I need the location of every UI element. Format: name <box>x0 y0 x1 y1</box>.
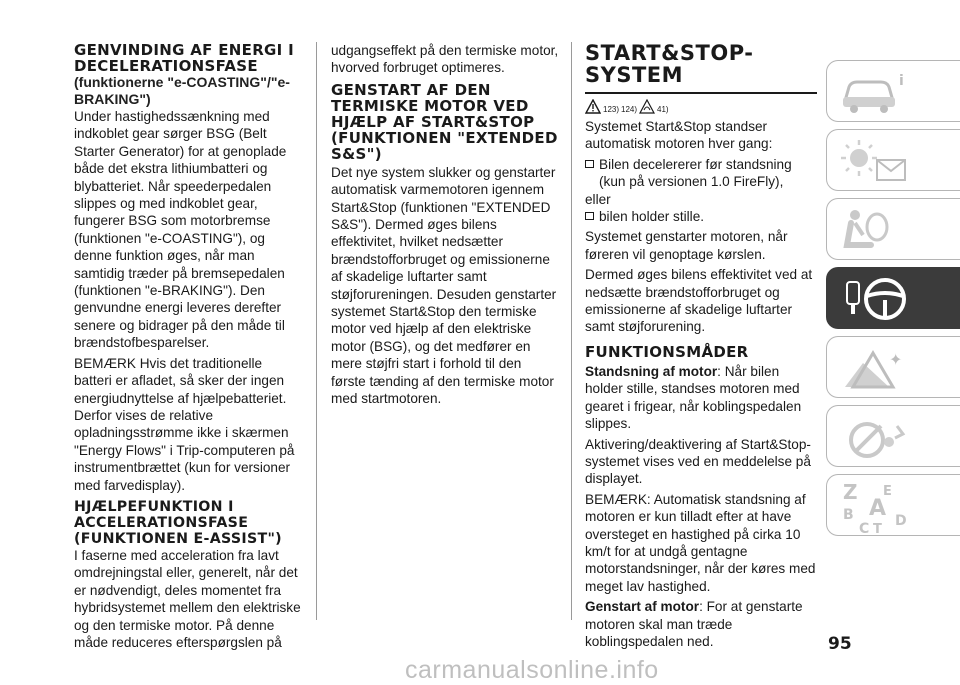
column-divider-2 <box>571 42 572 620</box>
text-engine-stop: : Når bilen holder stille, standses motoren med gearet i frigear, når koblingspedalen slippes. <box>585 363 802 432</box>
tab-service[interactable] <box>826 405 960 467</box>
watermark: carmanualsonline.info <box>405 656 659 684</box>
paragraph-activation: Aktivering/deaktivering af Start&Stop-systemet vises ved en meddelelse på displayet. <box>585 436 811 487</box>
warning-triangle-icon <box>585 99 601 114</box>
service-icon <box>837 412 917 462</box>
paragraph-note-battery: BEMÆRK Hvis det traditionelle batteri er afladet, så sker der ingen energiudnyttelse af hjælpebatteriet. Derfor vises de relative opladningsstrømme ikke i skærmen "Energy Flows" i Trip-computeren på instrumentbrættet (kun for versioner med farvedisplay). <box>74 355 295 493</box>
tab-safety[interactable] <box>826 198 960 260</box>
paragraph-restart: Systemet genstarter motoren, når føreren vil genoptage kørslen. <box>585 229 788 262</box>
bullet-text-decelerate: Bilen decelererer før standsning (kun på versionen 1.0 FireFly), <box>599 156 792 190</box>
tab-driving[interactable] <box>826 267 960 329</box>
paragraph-intro: Systemet Start&Stop standser automatisk motoren hver gang: <box>585 119 773 152</box>
tab-warning-lights[interactable] <box>826 129 960 191</box>
car-icon <box>837 67 907 115</box>
road-warning-icon <box>837 343 917 393</box>
index-letter-a: A <box>869 496 887 521</box>
index-letters-icon <box>837 481 917 533</box>
bullet-text-stationary: bilen holder stille. <box>599 209 705 225</box>
heading-assist-function: HJÆLPEFUNKTION I ACCELERATIONSFASE (FUNKTIONEN E-ASSIST") <box>74 498 282 547</box>
paragraph-engine-restart <box>585 598 817 650</box>
airbag-seat-icon <box>837 205 907 255</box>
paragraph-engine-stop <box>585 363 817 433</box>
heading-operating-modes: FUNKTIONSMÅDER <box>585 342 749 361</box>
or-text: eller <box>585 191 611 207</box>
paragraph-continuation: udgangseffekt på den termiske motor, hvorved forbruget optimeres. <box>331 43 559 76</box>
index-letter-d: D <box>895 513 907 529</box>
list-item <box>585 156 817 191</box>
heading-energy-recovery-sub: (funktionerne "e-COASTING"/"e-BRAKING") <box>74 74 290 107</box>
svg-text:✦: ✦ <box>889 350 903 369</box>
index-letter-c: C <box>859 521 870 533</box>
text-engine-restart: : For at genstarte motoren skal man træde koblingspedalen ned. <box>585 599 803 649</box>
paragraph-note-speed: BEMÆRK: Automatisk standsning af motoren er kun tilladt efter at have oversteget en hastighed på cirka 10 km/t for at undgå gentagne motorstandsninger, når der køres med meget lav hastighed. <box>585 491 816 594</box>
paragraph-acceleration: I faserne med acceleration fra lavt omdrejningstal eller, generelt, når det er nødvendigt, deles momentet fra hybridsystemet mellem den elektriske og den termiske motor. På denne måde reduceres efterspørgslen på <box>74 547 301 650</box>
column-divider-1 <box>316 42 317 620</box>
reference-123: 123) <box>603 105 620 114</box>
index-letter-z: Z <box>843 481 858 504</box>
paragraph-extended-ss: Det nye system slukker og genstarter automatisk varmemotoren igennem Start&Stop (funktionen "EXTENDED S&S"). Dermed øges bilens effektivitet, hvilket nedsætter brændstofforbruget og emissionerne af skadelige luftarter samt støjforureningen. Desuden genstarter systemet Start&Stop den termiske motor ved hjælp af den elektriske motor (BSG), og det medfører en mere støjfri start i forhold til den første tænding af den termiske motor med startmotoren. <box>331 164 557 407</box>
reference-41: 41) <box>657 105 669 114</box>
column-3 <box>585 42 817 653</box>
paragraph-efficiency: Dermed øges bilens effektivitet ved at nedsætte brændstofforbruget og emissionerne af skadelige luftarter samt støjforurening. <box>585 267 813 335</box>
heading-energy-recovery: GENVINDING AF ENERGI I DECELERATIONSFASE <box>74 41 294 75</box>
warning-lights-icon <box>837 136 917 186</box>
column-1 <box>74 42 302 654</box>
heading-thermal-restart: GENSTART AF DEN TERMISKE MOTOR VED HJÆLP AF START&STOP (FUNKTIONEN "EXTENDED S&S") <box>331 80 558 163</box>
tab-car[interactable] <box>826 60 960 122</box>
checkbox-bullet-icon <box>585 212 594 220</box>
section-title: START&STOP-SYSTEM <box>585 42 817 94</box>
index-letter-e: E <box>883 484 892 499</box>
reference-124: 124) <box>621 105 638 114</box>
list-item <box>585 208 817 225</box>
column-2 <box>331 42 559 411</box>
chapter-tabs <box>826 60 960 543</box>
checkbox-bullet-icon <box>585 160 594 168</box>
steering-wheel-icon <box>837 274 917 324</box>
index-letter-t: T <box>873 522 882 533</box>
label-engine-restart: Genstart af motor <box>585 599 700 615</box>
reference-row <box>585 99 817 114</box>
tab-emergency[interactable] <box>826 336 960 398</box>
label-engine-stop: Standsning af motor <box>585 363 718 379</box>
paragraph-bsg: Under hastighedssænkning med indkoblet gear sørger BSG (Belt Starter Generator) for at genoplade både det ekstra lithiumbatteri og blybatteriet. Når speederpedalen slippes og med indkoblet gear, fungerer BSG som motorbremse (funktionen "e-COASTING"), og denne funktion øges, når man samtidig træder på bremsepedalen (funktionen "e-BRAKING"). Den genvundne energi leveres derefter senere og bidrager på den måde til brændstofbesparelser. <box>74 109 287 351</box>
svg-text:i: i <box>899 73 904 89</box>
tab-index[interactable] <box>826 474 960 536</box>
attention-icon <box>639 99 655 114</box>
index-letter-b: B <box>843 507 854 523</box>
page-number: 95 <box>828 634 852 654</box>
